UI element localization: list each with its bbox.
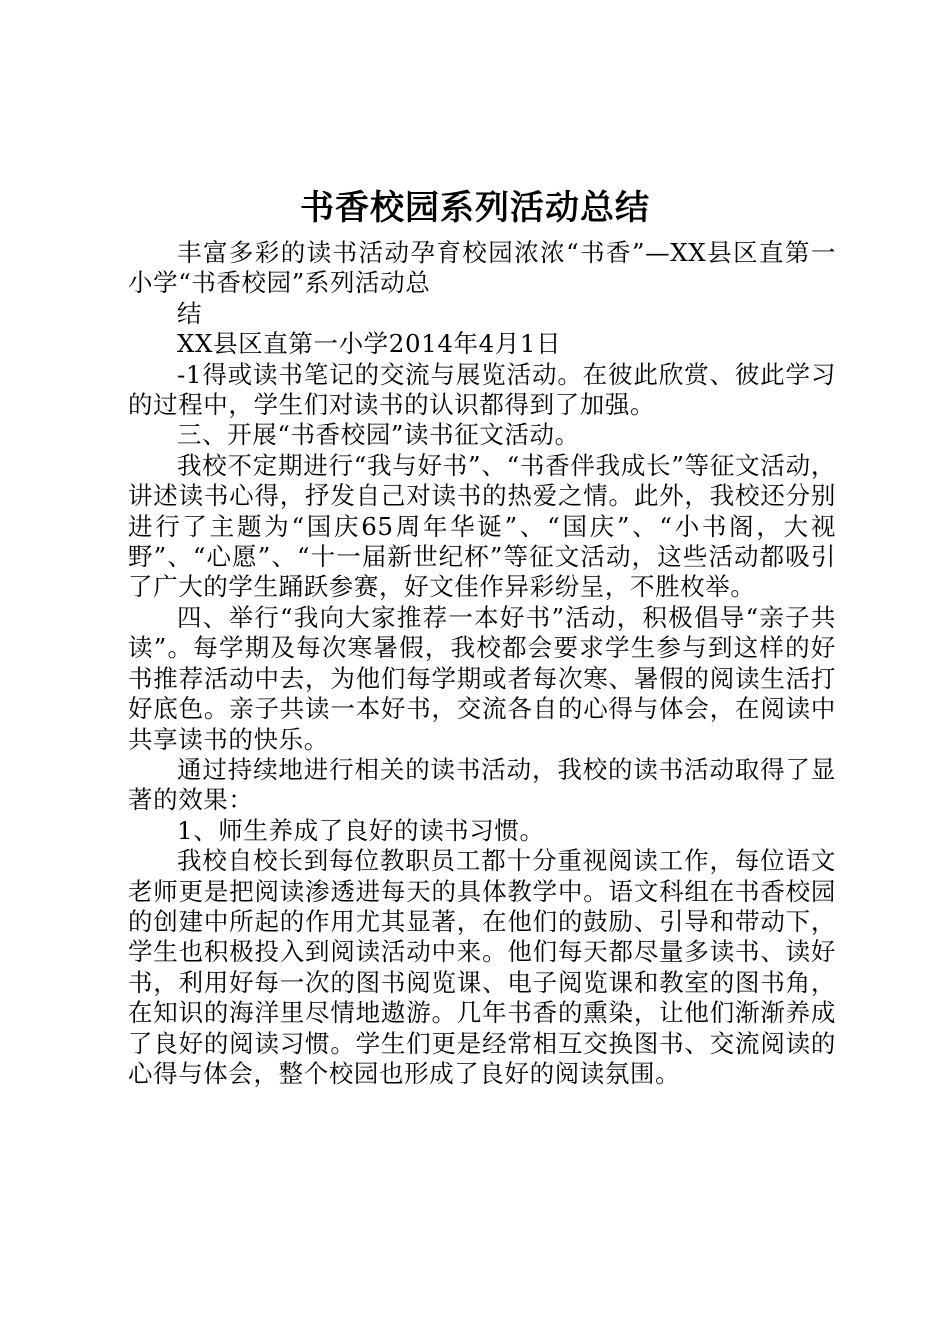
document-body — [128, 238, 836, 1089]
paragraph-intro-cont: 结 — [177, 298, 203, 328]
paragraph-reading-habits: 我校自校长到每位教职员工都十分重视阅读工作，每位语文老师更是把阅读渗透进每天的具体教学中。语文科组在书香校园的创建中所起的作用尤其显著，在他们的鼓励、引导和带动下，学生也积极投入到阅读活动中来。他们每天都尽量多读书、读好书，利用好每一次的图书阅览课、电子阅览课和教室的图书角，在知识的海洋里尽情地遨游。几年书香的熏染，让他们渐渐养成了良好的阅读习惯。学生们更是经常相互交换图书、交流阅读的心得与体会，整个校园也形成了良好的阅读氛围。 — [128, 846, 836, 1088]
section-heading-three: 三、开展“书香校园”读书征文活动。 — [177, 420, 580, 450]
paragraph-results-intro: 通过持续地进行相关的读书活动，我校的读书活动取得了显著的效果： — [128, 754, 836, 815]
paragraph-notes-exchange: -1得或读书笔记的交流与展览活动。在彼此欣赏、彼此学习的过程中，学生们对读书的认识都得到了加强。 — [128, 359, 836, 420]
paragraph-intro: 丰富多彩的读书活动孕育校园浓浓“书香”—XX县区直第一小学“书香校园”系列活动总 — [128, 238, 836, 298]
document-title: 书香校园系列活动总结 — [300, 188, 650, 228]
paragraph-book-recommendation: 四、举行“我向大家推荐一本好书”活动，积极倡导“亲子共读”。每学期及每次寒暑假，我校都会要求学生参与到这样的好书推荐活动中去，为他们每学期或者每次寒、暑假的阅读生活打好底色。亲子共读一本好书，交流各自的心得与体会，在阅读中共享读书的快乐。 — [128, 602, 836, 754]
section-heading-habits: 1、师生养成了良好的读书习惯。 — [177, 815, 545, 845]
paragraph-date-line: XX县区直第一小学2014年4月1日 — [177, 329, 562, 359]
paragraph-essay-activities: 我校不定期进行“我与好书”、“书香伴我成长”等征文活动，讲述读书心得，抒发自己对读书的热爱之情。此外，我校还分别进行了主题为“国庆65周年华诞”、“国庆”、“小书阁，大视野”、“心愿”、“十一届新世纪杯”等征文活动，这些活动都吸引了广大的学生踊跃参赛，好文佳作异彩纷呈，不胜枚举。 — [128, 450, 836, 602]
